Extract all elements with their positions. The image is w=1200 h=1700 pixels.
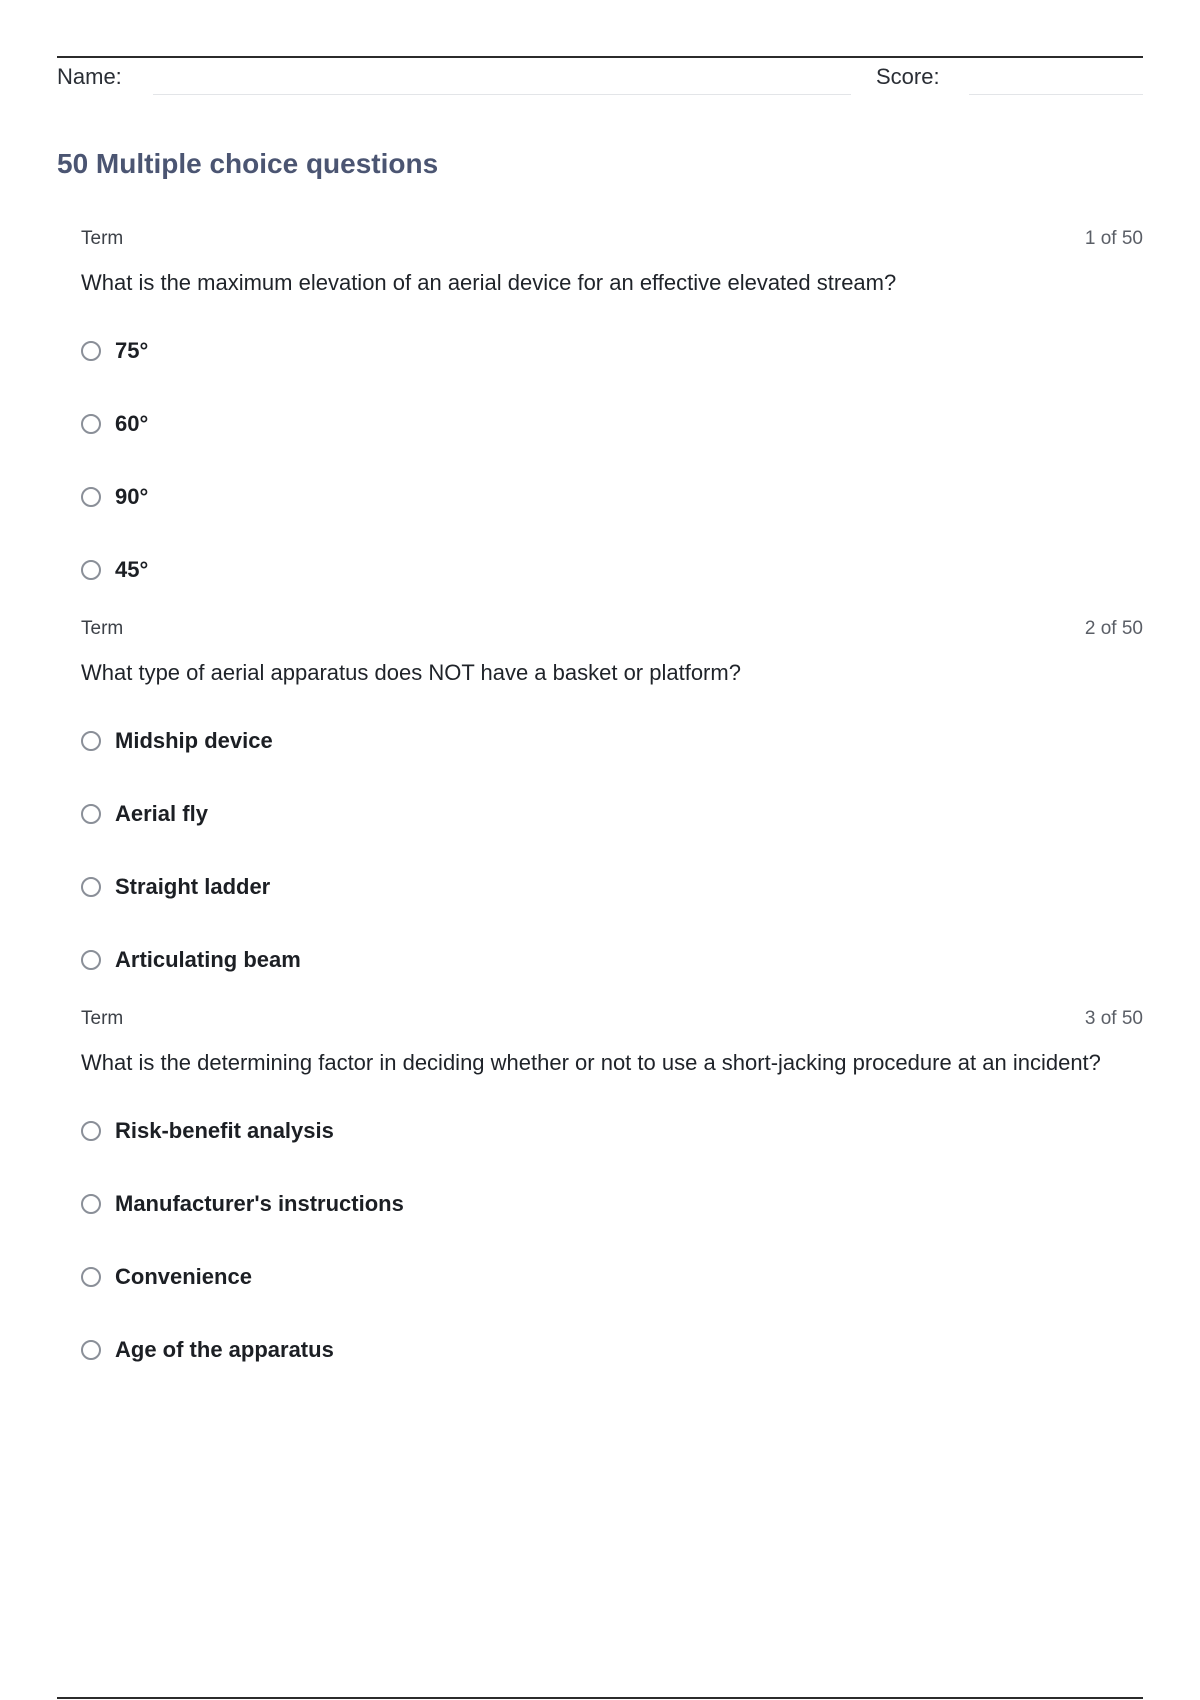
option[interactable] bbox=[81, 460, 1143, 533]
option[interactable] bbox=[81, 923, 1143, 996]
question-counter: 1 of 50 bbox=[1084, 228, 1143, 249]
option-label: Articulating beam bbox=[115, 946, 301, 972]
radio-button[interactable] bbox=[81, 1121, 101, 1141]
question-2 bbox=[81, 618, 1143, 996]
option-label: Straight ladder bbox=[115, 873, 271, 899]
option[interactable] bbox=[81, 1094, 1143, 1167]
name-field[interactable] bbox=[153, 94, 851, 95]
option[interactable] bbox=[81, 850, 1143, 923]
worksheet-page bbox=[57, 0, 1143, 1700]
option-label: 90° bbox=[115, 483, 149, 509]
question-counter: 2 of 50 bbox=[1084, 618, 1143, 639]
option-label: 60° bbox=[115, 410, 149, 436]
question-meta bbox=[81, 228, 1143, 252]
option[interactable] bbox=[81, 1313, 1143, 1386]
radio-button[interactable] bbox=[81, 1267, 101, 1287]
term-label: Term bbox=[81, 228, 124, 249]
question-text: What is the maximum elevation of an aerial device for an effective elevated stream? bbox=[81, 270, 897, 295]
option[interactable] bbox=[81, 387, 1143, 460]
radio-button[interactable] bbox=[81, 731, 101, 751]
option-label: Aerial fly bbox=[115, 800, 208, 826]
option[interactable] bbox=[81, 777, 1143, 850]
question-counter: 3 of 50 bbox=[1084, 1008, 1143, 1029]
question-1 bbox=[81, 228, 1143, 606]
term-label: Term bbox=[81, 1008, 124, 1029]
top-rule bbox=[57, 56, 1143, 58]
radio-button[interactable] bbox=[81, 804, 101, 824]
option-label: Risk-benefit analysis bbox=[115, 1117, 334, 1143]
option[interactable] bbox=[81, 1240, 1143, 1313]
radio-button[interactable] bbox=[81, 1194, 101, 1214]
score-label: Score: bbox=[876, 64, 940, 89]
name-label: Name: bbox=[57, 64, 122, 89]
option-label: Manufacturer's instructions bbox=[115, 1190, 404, 1216]
option[interactable] bbox=[81, 314, 1143, 387]
header-row bbox=[57, 60, 1143, 100]
radio-button[interactable] bbox=[81, 341, 101, 361]
radio-button[interactable] bbox=[81, 1340, 101, 1360]
question-text: What is the determining factor in deciding whether or not to use a short-jacking procedure at an incident? bbox=[81, 1050, 1101, 1075]
option-label: 75° bbox=[115, 337, 149, 363]
radio-button[interactable] bbox=[81, 487, 101, 507]
score-field[interactable] bbox=[969, 94, 1143, 95]
option[interactable] bbox=[81, 533, 1143, 606]
options-list bbox=[81, 314, 1143, 606]
question-meta bbox=[81, 1008, 1143, 1032]
option-label: Midship device bbox=[115, 727, 273, 753]
question-text: What type of aerial apparatus does NOT have a basket or platform? bbox=[81, 660, 741, 685]
radio-button[interactable] bbox=[81, 877, 101, 897]
option-label: 45° bbox=[115, 556, 149, 582]
question-meta bbox=[81, 618, 1143, 642]
bottom-rule bbox=[57, 1697, 1143, 1699]
section-title: 50 Multiple choice questions bbox=[57, 148, 439, 179]
options-list bbox=[81, 1094, 1143, 1386]
radio-button[interactable] bbox=[81, 414, 101, 434]
options-list bbox=[81, 704, 1143, 996]
option[interactable] bbox=[81, 704, 1143, 777]
radio-button[interactable] bbox=[81, 950, 101, 970]
option-label: Age of the apparatus bbox=[115, 1336, 334, 1362]
option-label: Convenience bbox=[115, 1263, 252, 1289]
term-label: Term bbox=[81, 618, 124, 639]
option[interactable] bbox=[81, 1167, 1143, 1240]
radio-button[interactable] bbox=[81, 560, 101, 580]
question-3 bbox=[81, 1008, 1143, 1386]
